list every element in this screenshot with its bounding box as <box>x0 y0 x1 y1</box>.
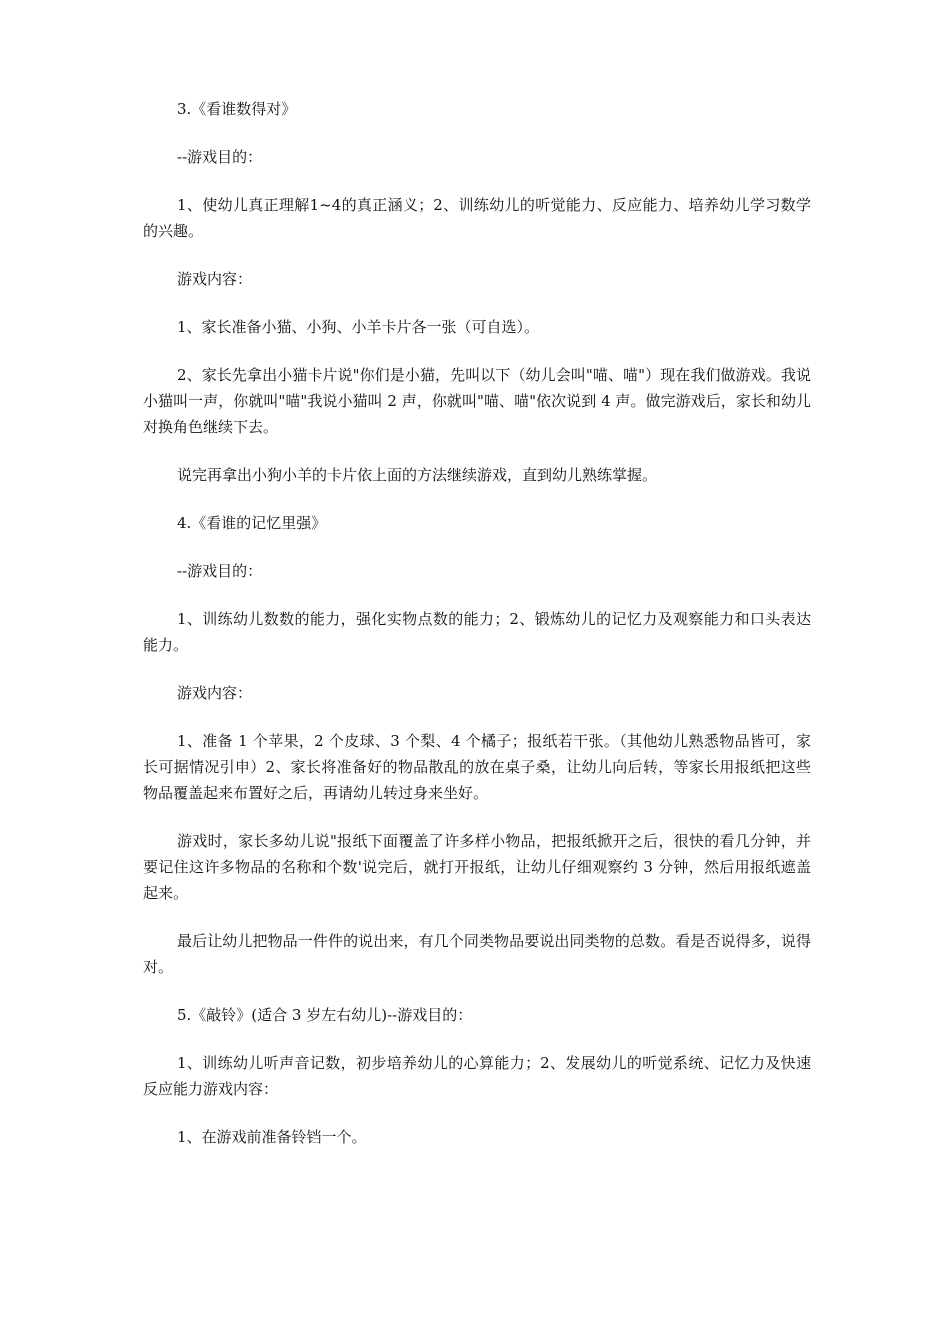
section-5-step-1: 1、在游戏前准备铃铛一个。 <box>177 1128 367 1146</box>
section-4-content-heading: 游戏内容： <box>177 684 253 702</box>
section-4-goal-text: 1、训练幼儿数数的能力，强化实物点数的能力；2、锻炼幼儿的记忆力及观察能力和口头表达能力。 <box>143 610 811 654</box>
section-4-title: 4.《看谁的记忆里强》 <box>177 514 327 532</box>
section-4-goal-heading: --游戏目的： <box>177 562 263 580</box>
section-3-title: 3.《看谁数得对》 <box>177 100 297 118</box>
section-5-goal-text: 1、训练幼儿听声音记数，初步培养幼儿的心算能力；2、发展幼儿的听觉系统、记忆力及快速反应能力游戏内容： <box>143 1054 811 1098</box>
section-5-title: 5.《敲铃》(适合 3 岁左右幼儿)--游戏目的： <box>177 1006 473 1024</box>
section-4-step-1: 1、准备 1 个苹果，2 个皮球、3 个梨、4 个橘子；报纸若干张。（其他幼儿熟悉物品皆可，家长可据情况引申）2、家长将准备好的物品散乱的放在桌子桑，让幼儿向后转，等家长用报纸把这些物品覆盖起来布置好之后，再请幼儿转过身来坐好。 <box>143 732 811 802</box>
section-4-final-text: 最后让幼儿把物品一件件的说出来，有几个同类物品要说出同类物的总数。看是否说得多，说得对。 <box>143 932 811 976</box>
document-body <box>143 96 811 1172</box>
section-3-content-heading: 游戏内容： <box>177 270 253 288</box>
section-4-play-text: 游戏时，家长多幼儿说"报纸下面覆盖了许多样小物品，把报纸掀开之后，很快的看几分钟，并要记住这许多物品的名称和个数'说完后，就打开报纸，让幼儿仔细观察约 3 分钟，然后用报纸遮盖起来。 <box>143 832 811 902</box>
section-3-step-1: 1、家长准备小猫、小狗、小羊卡片各一张（可自选）。 <box>177 318 540 336</box>
section-3-goal-heading: --游戏目的： <box>177 148 263 166</box>
section-3-goal-text: 1、使幼儿真正理解1~4的真正涵义；2、训练幼儿的听觉能力、反应能力、培养幼儿学习数学的兴趣。 <box>143 196 811 240</box>
section-3-step-2: 2、家长先拿出小猫卡片说"你们是小猫，先叫以下（幼儿会叫"喵、喵"）现在我们做游戏。我说小猫叫一声，你就叫"喵"我说小猫叫 2 声，你就叫"喵、喵"依次说到 4 声。做完游戏后，家长和幼儿对换角色继续下去。 <box>143 366 811 436</box>
section-3-continuation: 说完再拿出小狗小羊的卡片依上面的方法继续游戏，直到幼儿熟练掌握。 <box>177 466 658 484</box>
